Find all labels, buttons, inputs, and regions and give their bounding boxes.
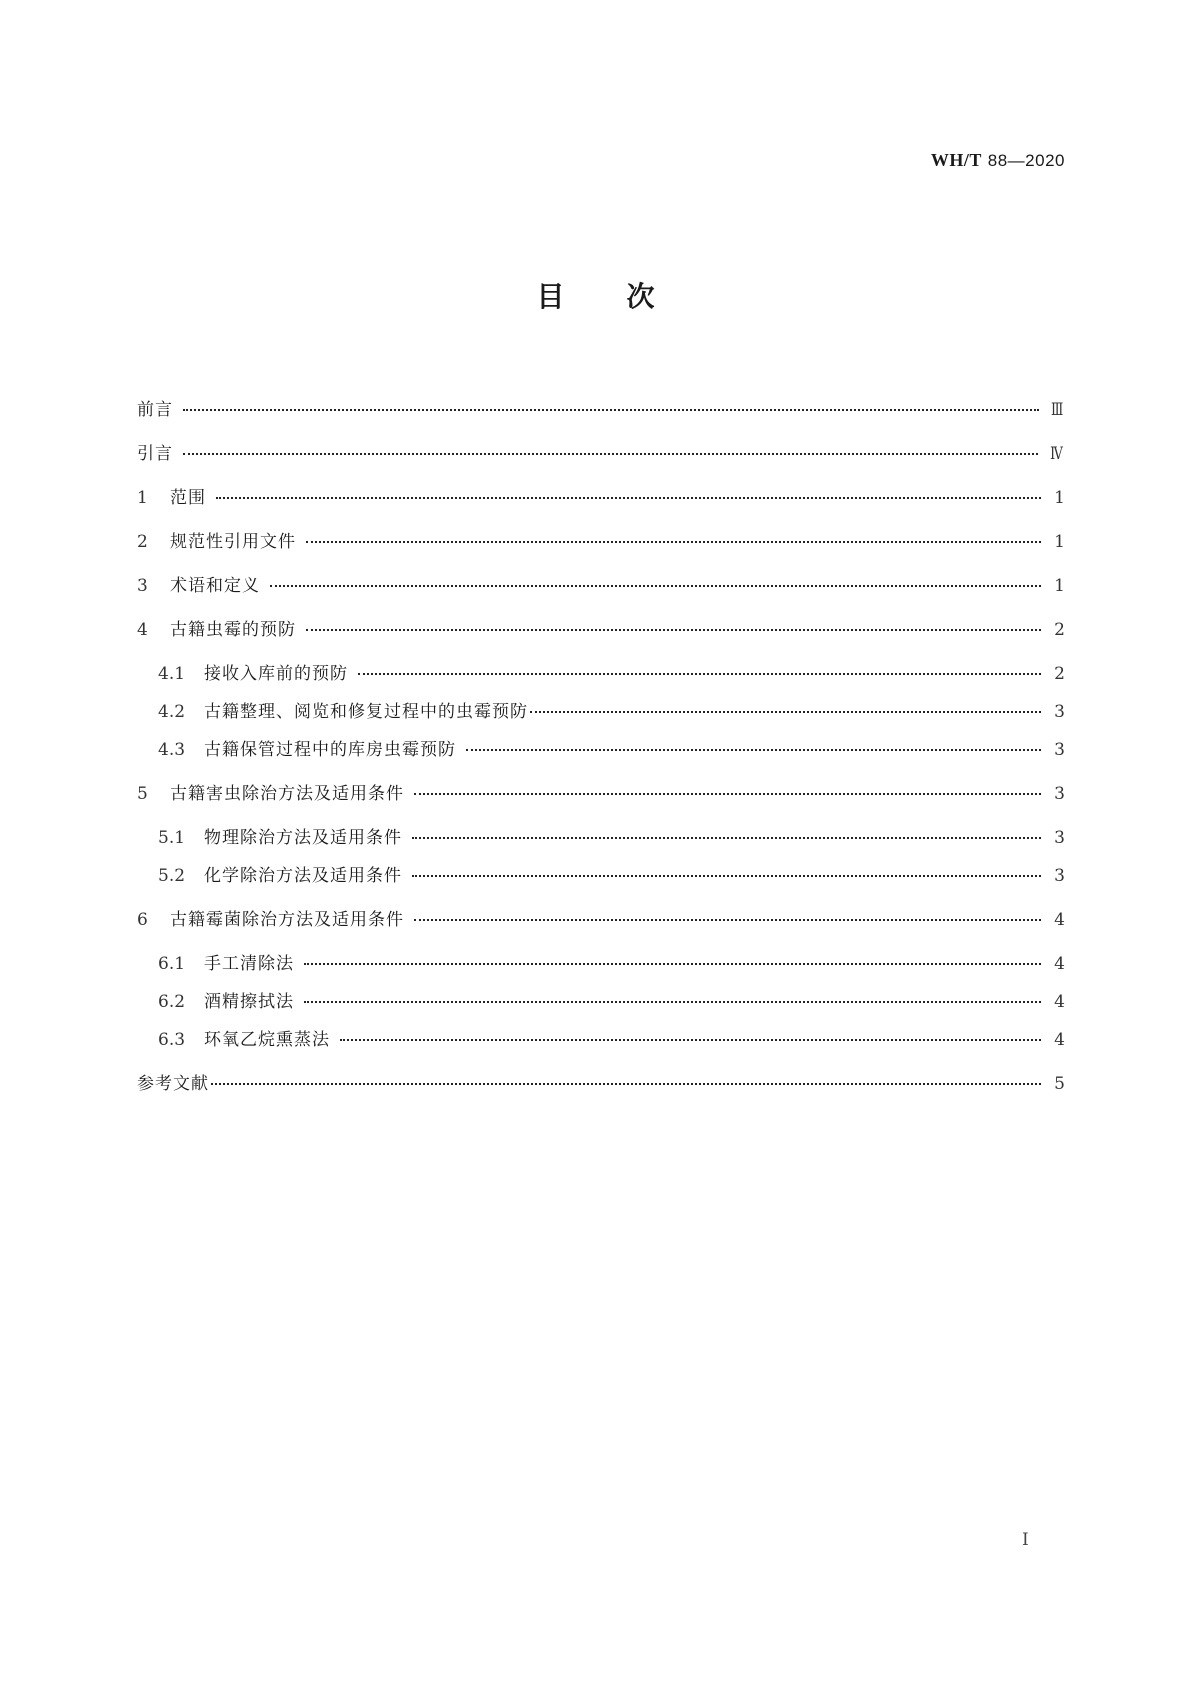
toc-label: 术语和定义	[170, 576, 260, 596]
toc-number: 6	[137, 910, 148, 930]
toc-label: 前言	[137, 400, 173, 420]
toc-page-number: 3	[1054, 828, 1065, 848]
toc-number: 3	[137, 576, 148, 596]
toc-number: 1	[137, 488, 148, 508]
toc-entry-bibliography[interactable]	[137, 1072, 1065, 1116]
toc-entry-5-1[interactable]	[137, 826, 1065, 864]
dot-leader	[270, 584, 1041, 587]
toc-page-number: 3	[1054, 740, 1065, 760]
toc-label: 手工清除法	[204, 954, 294, 974]
dot-leader	[414, 918, 1041, 921]
toc-label: 环氧乙烷熏蒸法	[204, 1030, 330, 1050]
dot-leader	[530, 710, 1041, 713]
dot-leader	[306, 540, 1041, 543]
toc-label: 规范性引用文件	[170, 532, 296, 552]
footer-page-number: I	[1022, 1530, 1029, 1550]
dot-leader	[340, 1038, 1041, 1041]
toc-entry-introduction[interactable]	[137, 442, 1065, 486]
toc-number: 4.2	[158, 702, 186, 722]
toc-page-number: 1	[1054, 488, 1065, 508]
toc-label: 化学除治方法及适用条件	[204, 866, 402, 886]
toc-number: 5.1	[158, 828, 186, 848]
standard-prefix: WH/T	[930, 150, 982, 170]
toc-label: 古籍保管过程中的库房虫霉预防	[204, 740, 456, 760]
toc-label: 引言	[137, 444, 173, 464]
toc-label: 参考文献	[137, 1074, 209, 1094]
toc-page-number: 3	[1054, 866, 1065, 886]
toc-entry-5-2[interactable]	[137, 864, 1065, 908]
toc-entry-4-3[interactable]	[137, 738, 1065, 782]
dot-leader	[211, 1082, 1041, 1085]
dot-leader	[216, 496, 1041, 499]
toc-page-number: 4	[1054, 910, 1065, 930]
toc-entry-6-2[interactable]	[137, 990, 1065, 1028]
toc-label: 古籍整理、阅览和修复过程中的虫霉预防	[204, 702, 528, 722]
dot-leader	[466, 748, 1041, 751]
toc-number: 5	[137, 784, 148, 804]
dot-leader	[306, 628, 1041, 631]
toc-page-number: 4	[1054, 992, 1065, 1012]
toc-page-number: 1	[1054, 576, 1065, 596]
toc-number: 2	[137, 532, 148, 552]
toc-number: 4	[137, 620, 148, 640]
toc-page-number: 3	[1054, 702, 1065, 722]
dot-leader	[183, 452, 1038, 455]
toc-entry-3[interactable]	[137, 574, 1065, 618]
dot-leader	[304, 962, 1041, 965]
dot-leader	[304, 1000, 1041, 1003]
toc-entry-1[interactable]	[137, 486, 1065, 530]
standard-code	[931, 150, 1065, 171]
toc-page-number: 2	[1054, 664, 1065, 684]
toc-number: 6.3	[158, 1030, 186, 1050]
dot-leader	[412, 836, 1041, 839]
toc-number: 4.3	[158, 740, 186, 760]
toc-number: 6.2	[158, 992, 186, 1012]
page-title: 目次	[536, 280, 717, 313]
dot-leader	[358, 672, 1041, 675]
toc-label: 古籍霉菌除治方法及适用条件	[170, 910, 404, 930]
toc-label: 接收入库前的预防	[204, 664, 348, 684]
standard-number: 88—2020	[987, 151, 1065, 170]
toc-page-number: Ⅲ	[1050, 400, 1063, 420]
toc-number: 6.1	[158, 954, 186, 974]
toc-label: 酒精擦拭法	[204, 992, 294, 1012]
toc-entry-6[interactable]	[137, 908, 1065, 952]
toc-entry-4[interactable]	[137, 618, 1065, 662]
dot-leader	[414, 792, 1041, 795]
toc-entry-6-1[interactable]	[137, 952, 1065, 990]
toc-entry-foreword[interactable]	[137, 398, 1065, 442]
toc-entry-6-3[interactable]	[137, 1028, 1065, 1072]
toc-entry-4-2[interactable]	[137, 700, 1065, 738]
toc-entry-5[interactable]	[137, 782, 1065, 826]
toc-number: 5.2	[158, 866, 186, 886]
toc-page-number: 3	[1054, 784, 1065, 804]
toc-page-number: Ⅳ	[1050, 444, 1063, 464]
toc-page-number: 1	[1054, 532, 1065, 552]
toc-label: 古籍虫霉的预防	[170, 620, 296, 640]
dot-leader	[412, 874, 1041, 877]
toc-entry-2[interactable]	[137, 530, 1065, 574]
toc-label: 范围	[170, 488, 206, 508]
toc-page-number: 2	[1054, 620, 1065, 640]
toc-label: 古籍害虫除治方法及适用条件	[170, 784, 404, 804]
dot-leader	[183, 408, 1039, 411]
toc-page-number: 4	[1054, 954, 1065, 974]
table-of-contents	[137, 398, 1065, 1116]
toc-page-number: 5	[1054, 1074, 1065, 1094]
toc-number: 4.1	[158, 664, 186, 684]
toc-page-number: 4	[1054, 1030, 1065, 1050]
toc-label: 物理除治方法及适用条件	[204, 828, 402, 848]
toc-entry-4-1[interactable]	[137, 662, 1065, 700]
